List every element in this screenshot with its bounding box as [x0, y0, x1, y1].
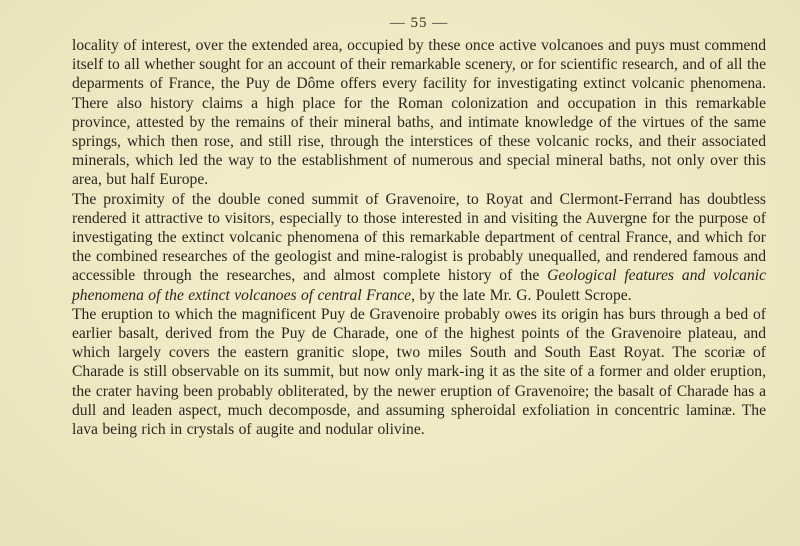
book-page: [72, 10, 766, 439]
page-number: — 55 —: [389, 15, 449, 31]
paragraph-2-text-before: The proximity of the double coned summit of Gravenoire, to Royat and Clermont-Ferrand has doubtless rendered it attractive to visitors, especially to those interested in and visiting the Auvergne for the purpose of investigating the extinct volcanic phenomena of this remarkable department of central France, and which for the combined researches of the geologist and mine-ralogist is probably unequalled, and rendered famous and accessible through the researches, and almost complete history of the: [72, 190, 766, 285]
book-title-italic: Geological features and volcanic phenomena of the extinct volcanoes of central France: [72, 267, 766, 304]
paragraph-1: locality of interest, over the extended area, occupied by these once active volcanoes and puys must commend itself to all whether sought for an account of their remarkable scenery, or for scientific research, and of all the deparments of France, the Puy de Dôme offers every facility for investigating extinct volcanic phenomena. There also history claims a high place for the Roman colonization and occupation in this remarkable province, attested by the remains of their mineral baths, and intimate knowledge of the virtues of the same springs, which then rose, and still rise, through the interstices of these volcanic rocks, and their associated minerals, which led the way to the establishment of numerous and special mineral baths, not only over this area, but half Europe.: [72, 37, 766, 189]
paragraph-2-text-after: , by the late Mr. G. Poulett Scrope.: [411, 286, 632, 304]
paragraph-3: The eruption to which the magnificent Puy de Gravenoire probably owes its origin has burs through a bed of earlier basalt, derived from the Puy de Charade, one of the highest points of the Gravenoire plateau, and which largely covers the eastern granitic slope, two miles South and South East Royat. The scoriæ of Charade is still observable on its summit, but now only mark-ing it as the site of a former and older eruption, the crater having been probably obliterated, by the newer eruption of Gravenoire; the basalt of Charade has a dull and leaden aspect, much decomposde, and assuming spheroidal exfoliation in concentric laminæ. The lava being rich in crystals of augite and nodular olivine.: [72, 305, 766, 439]
paragraph-2: [72, 190, 766, 305]
